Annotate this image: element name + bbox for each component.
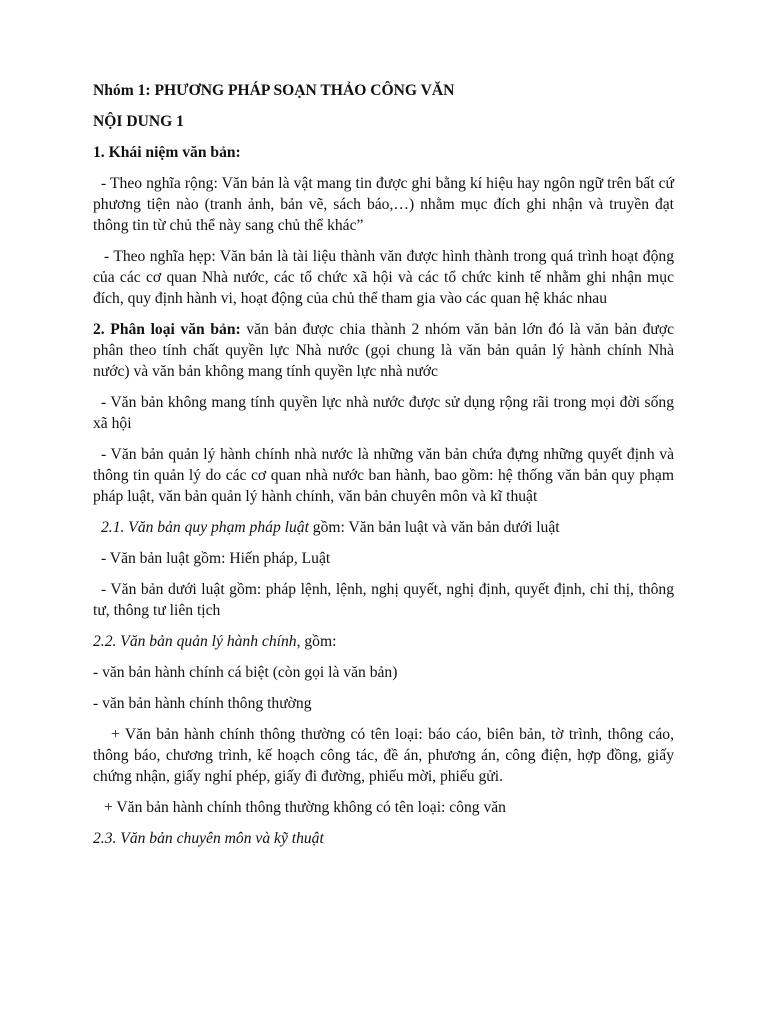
paragraph-broad-definition: - Theo nghĩa rộng: Văn bản là vật mang tin được ghi bằng kí hiệu hay ngôn ngữ trên bất cứ phương tiện nào (tranh ảnh, bản vẽ, sách báo,…) nhằm mục đích ghi nhận và truyền đạt thông tin từ chủ thể này sang chủ thể khác” bbox=[93, 175, 674, 234]
paragraph-narrow-definition: - Theo nghĩa hẹp: Văn bản là tài liệu thành văn được hình thành trong quá trình hoạt động của các cơ quan Nhà nước, các tổ chức xã hội và các tổ chức kinh tế nhằm ghi nhận mục đích, quy định hành vi, hoạt động của chủ thể tham gia vào các quan hệ khác nhau bbox=[93, 248, 674, 307]
paragraph-laws: - Văn bản luật gồm: Hiến pháp, Luật bbox=[101, 550, 331, 567]
document-title: Nhóm 1: PHƯƠNG PHÁP SOẠN THẢO CÔNG VĂN bbox=[93, 82, 455, 99]
subsection-2-1-text: gồm: Văn bản luật và văn bản dưới luật bbox=[308, 519, 560, 536]
subsection-2-2-paragraph bbox=[93, 631, 674, 652]
section-2-text: văn bản được chia thành 2 nhóm văn bản lớn đó là văn bản được phân theo tính chất quyền lực Nhà nước (gọi chung là văn bản quản lý hành chính Nhà nước) và văn bản không mang tính quyền lực nhà nước bbox=[93, 321, 674, 380]
paragraph-sub-laws: - Văn bản dưới luật gồm: pháp lệnh, lệnh, nghị quyết, nghị định, quyết định, chỉ thị, thông tư, thông tư liên tịch bbox=[93, 581, 674, 619]
subsection-2-2-heading: 2.2. Văn bản quản lý hành chính bbox=[93, 633, 297, 650]
document-body bbox=[93, 80, 674, 849]
document-subtitle: NỘI DUNG 1 bbox=[93, 113, 184, 130]
subsection-2-1-heading: 2.1. Văn bản quy phạm pháp luật bbox=[101, 519, 309, 536]
subsection-2-3-heading: 2.3. Văn bản chuyên môn và kỹ thuật bbox=[93, 830, 324, 847]
section-1-heading: 1. Khái niệm văn bản: bbox=[93, 144, 241, 161]
section-2-heading: 2. Phân loại văn bản: bbox=[93, 321, 241, 338]
paragraph-individual-admin: - văn bản hành chính cá biệt (còn gọi là văn bản) bbox=[93, 664, 398, 681]
paragraph-unnamed-types: + Văn bản hành chính thông thường không có tên loại: công văn bbox=[104, 799, 506, 816]
subsection-2-1-paragraph bbox=[93, 517, 674, 538]
section-2-paragraph bbox=[93, 319, 674, 382]
paragraph-named-types: + Văn bản hành chính thông thường có tên loại: báo cáo, biên bản, tờ trình, thông cáo, thông báo, chương trình, kế hoạch công tác, đề án, phương án, công điện, hợp đồng, giấy chứng nhận, giấy nghỉ phép, giấy đi đường, phiếu mời, phiếu gửi. bbox=[93, 726, 674, 785]
paragraph-state-documents: - Văn bản quản lý hành chính nhà nước là những văn bản chứa đựng những quyết định và thông tin quản lý do các cơ quan nhà nước ban hành, bao gồm: hệ thống văn bản quy phạm pháp luật, văn bản quản lý hành chính, văn bản chuyên môn và kĩ thuật bbox=[93, 446, 674, 505]
subsection-2-2-text: , gồm: bbox=[296, 633, 337, 650]
paragraph-ordinary-admin: - văn bản hành chính thông thường bbox=[93, 695, 312, 712]
paragraph-non-state-documents: - Văn bản không mang tính quyền lực nhà nước được sử dụng rộng rãi trong mọi đời sống xã hội bbox=[93, 394, 674, 432]
